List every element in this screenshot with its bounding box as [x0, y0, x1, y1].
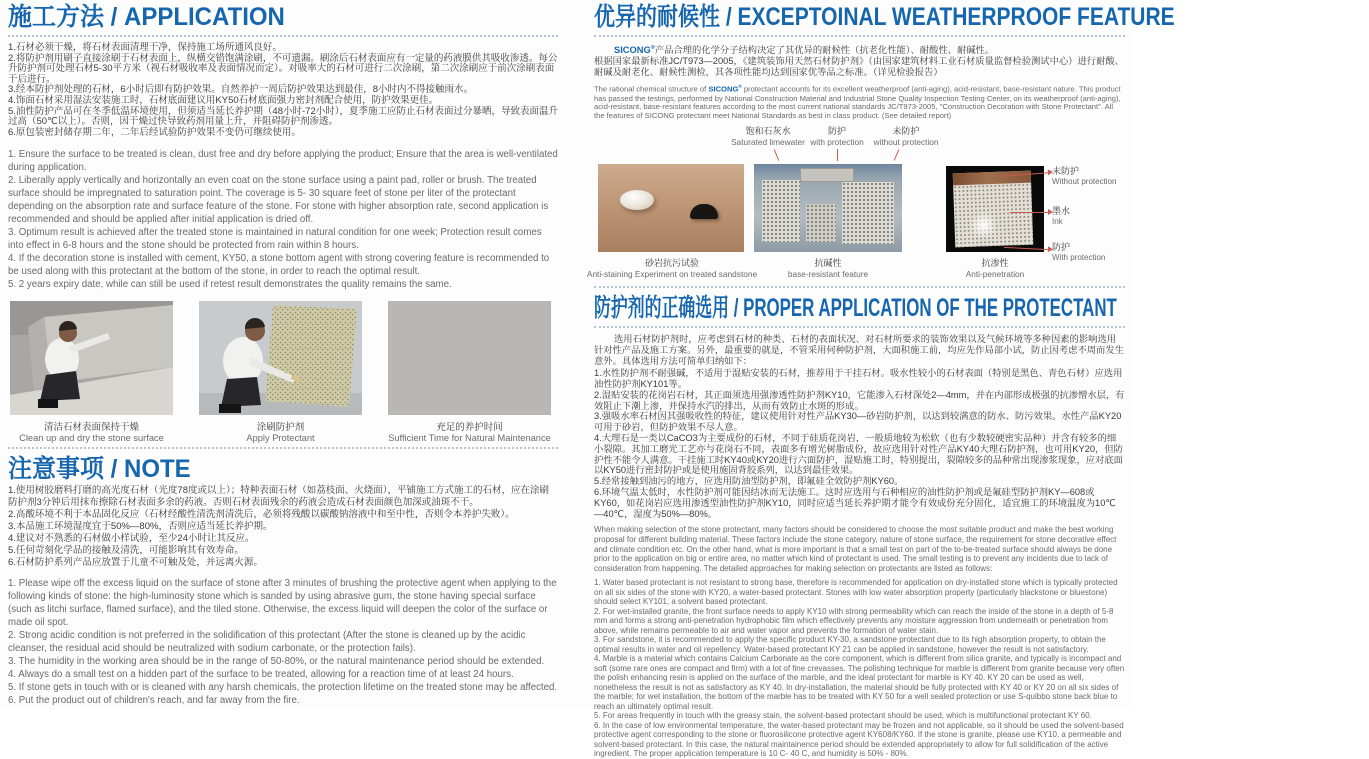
dotted-divider	[8, 35, 558, 37]
stained-band	[953, 171, 1031, 186]
caption-zh: 清洁石材表面保持干燥	[43, 422, 139, 434]
figure-label-without-protection: 未防护 Without protection	[1052, 166, 1117, 187]
list-item: 3. For sandstone, it is recommended to apply the specific product KY-30, a sandstone protectant due to its high absorption property, to obtain the optimal results in water and oil repellency. Water-based protectant KY 21 can be applied in sandstone, however the result is not satisfactory.	[594, 635, 1106, 654]
list-item: 3.强吸水率石材因其强吸收性的特征，建议使用针对性产品KY30—砂岩防护剂，以达到较满意的防水、防污效果。水性产品KY20可用于砂岩，但防护效果不尽人意。	[594, 411, 1122, 433]
caption-en: Sufficient Time for Natural Maintenance	[388, 433, 551, 444]
weatherproof-section-title: 优异的耐候性 / EXCEPTOINAL WEATHERPROOF FEATURE	[594, 3, 1175, 31]
stone-sample	[800, 168, 854, 182]
figure-label-ink: 墨水 Ink	[1052, 206, 1071, 227]
photo-apply-protectant-image	[199, 301, 362, 415]
dotted-divider	[8, 447, 558, 449]
note-list-en	[8, 577, 558, 707]
figure-caption: 抗碱性 base-resistant feature	[787, 258, 869, 280]
list-item: 5. For areas frequently in touch with the greasy stain, the solvent-based protectant should be used, which is multifunctional protectant KY 60.	[594, 711, 1092, 721]
list-item: 1. Ensure the surface to be treated is clean, dust free and dry before applying the product; Ensure that the area is well-ventilated during application.	[8, 149, 558, 174]
photo-curing-time	[388, 301, 551, 443]
photo-clean-stone-image	[10, 301, 173, 415]
application-list-en	[8, 148, 558, 291]
proper-intro-en: When making selection of the stone protectant, many factors should be considered to choose the most suitable product and make the best working proposal for different building material. These factors include the stone category, nature of stone surface, the requirement for stone decorative effect and climate condition etc. On the other hand, what is more important is that a small test on part of the to-be-treated surface should always be done prior to the application on big or entire area, no matter which kind of protectant is used. The small testing is to prevent any incidents due to lack of consideration from happening. The detailed approaches for making selection on protectants are listed as follows:	[594, 525, 1117, 573]
list-item: 2. For wet-installed granite, the front surface needs to apply KY10 with strong permeability which can reach the inside of the stone in a depth of 5-8 mm and forms a strong anti-penetration hydrophobic film which effectively prevents any moisture aggression from underneath or penetration from above, while remains permeable to air and water vapor and prevents the formation of water stain.	[594, 606, 1114, 635]
list-item: 5.任何苛刻化学品的接触及清洗，可能影响其有效寿命。	[8, 544, 244, 556]
registered-mark: ®	[650, 45, 655, 51]
paragraph-line: 根据国家最新标准JC/T973—2005，《建筑装饰用天然石材防护剂》（由国家建筑材料工业石材质量监督检验测试中心）进行耐酸、耐碱及耐老化、耐候性测检，其各项性能均达到国家优等品之标准。（详见检验报告）	[594, 56, 1124, 78]
list-item: 3. Optimum result is achieved after the treated stone is maintained in natural condition for one week; Protection result comes into effect in 6-8 hours and the stone should be protected from rain within 8 hours.	[8, 227, 542, 252]
list-item: 1.水性防护剂不耐强碱，不适用于湿贴安装的石材，推荐用于干挂石材。吸水性较小的石材表面（特别是黑色、青色石材）应选用油性防护剂KY101等。	[594, 368, 1123, 390]
photo-apply-protectant	[199, 301, 362, 443]
list-item: 4. Marble is a material which contains Calcium Carbonate as the core component, which is different from silica granite, and typically is incompact and soft (some rare ones are compact and firm) with a lot of fine crevasses. The polishing technique for marble is different from granite because very often the polish enhancing resin is applied on the surface of the marble, and the ideal protectant for marble is KY 40. KY 20 can be used as well, nonetheless the result is not as satisfactory as KY 40. In dry-installation, the material should be fully protected with KY 40 or KY 20 on all six sides of the marble; for wet installation, the bottom of the marble has to be treated with KY 50 for a well sealed protection or use S-quibbo stone back blue to reach an ultimately optimal result.	[594, 654, 1125, 711]
ink-droplet	[690, 204, 718, 219]
caption-zh: 涂刷防护剂	[256, 422, 305, 434]
list-item: 6.环境气温太低时，水性防护剂可能因结冰而无法施工。这时应选用与石种相应的油性防护剂或是氟硅型防护剂KY—608或KY60，如花岗岩应选用渗透型油性防护剂KY10，同时应适当延长养护期才能令有效成份充分固化，适宜施工的环境温度为10℃—40℃，湿度为50%—80%。	[594, 487, 1116, 519]
paragraph-line: SICONG®产品合理的化学分子结构决定了其优异的耐候性（抗老化性能）、耐酸性、耐碱性。	[614, 45, 995, 56]
list-item: 5.油性防护产品可在冬季低温环境使用，但须适当延长养护期（48小时-72小时），夏季施工应防止石材表面过分暴晒，导致表面温升过高（50℃以上）。否则，因干燥过快导致药剂用量上升，并阻碍防护剂渗透。	[8, 105, 558, 128]
stone-sample	[762, 180, 800, 242]
list-item: 4. If the decoration stone is installed with cement, KY50, a stone bottom agent with strong covering feature is recommended to be used along with this protectant at the bottom of the stone, in order to reach the optimal result.	[8, 253, 550, 278]
callout-line	[894, 150, 900, 161]
figure-label-without-protection: 未防护 without protection	[873, 126, 939, 148]
list-item: 4.饰面石材采用湿法安装施工时，石材底面建议用KY50石材底面强力密封剂配合使用，防护效果更佳。	[8, 94, 439, 106]
list-item: 4.建议对不熟悉的石材做小样试验，至少24小时让其反应。	[8, 532, 255, 544]
application-list-zh	[8, 43, 558, 138]
weatherproof-figures	[586, 124, 1125, 282]
list-item: 6.原包装密封储存期二年，二年后经试验防护效果不变仍可继续使用。	[8, 126, 301, 138]
figure-label-limewater: 饱和石灰水 Saturated limewater	[731, 126, 805, 148]
caption-en: Clean up and dry the stone surface	[19, 433, 164, 444]
callout-line	[837, 149, 838, 161]
worker-cleaning-illustration	[10, 301, 173, 415]
brand-logo-text: SICONG	[708, 84, 739, 94]
dotted-divider	[594, 326, 1125, 328]
list-item: 2.高酸环境不利于本品固化反应（石材经酸性清洗剂清洗后，必须将残酸以碳酸钠溶液中和至中性，否则令本养护失败）。	[8, 509, 515, 521]
list-item: 3.本品施工环境湿度宜于50%—80%，否则应适当延长养护期。	[8, 521, 273, 533]
callout-line	[774, 149, 779, 161]
proper-application-section-title: 防护剂的正确选用 / PROPER APPLICATION OF THE PROTECTANT	[594, 294, 1117, 323]
list-item: 6. In the case of low environmental temperature, the water-based protectant may be frozen and not applicable, so it should be used the solvent-based protective agent corresponding to the stone or fluorosilicone protective agent KY608/KY60. If the stone is granite, please use KY10, a permeable and solvent-based protectant. In this case, the natural maintainence period should be extended appropriately to allow for full solidification of the active ingredient. The proper application temperature is 10 C- 40 C, and humidity is 50% - 80%.	[594, 720, 1124, 759]
proper-list-en	[594, 578, 1125, 759]
glare-spot	[968, 212, 999, 239]
right-column	[568, 0, 1175, 759]
list-item: 2. Liberally apply vertically and horizontally an even coat on the stone surface using a paint pad, roller or brush. The treated surface should be impregnated to saturation point. The coverage is 5- 30 square feet of stone per liter of the protectant depending on the absorption rate and surface feature of the stone. For stone with higher absorption rate, second application is recommended and should be applied after initial application is dried off.	[8, 175, 549, 226]
figure-caption: 抗渗性 Anti-penetration	[965, 258, 1025, 280]
list-item: 4. Always do a small test on a hidden part of the surface to be treated, allowing for a reaction time of at least 24 hours.	[8, 668, 514, 680]
photo-curing-time-image	[388, 301, 551, 415]
figure-anti-staining-image	[598, 164, 744, 252]
caption-zh: 充足的养护时间	[436, 422, 503, 434]
worker-applying-illustration	[199, 301, 362, 415]
photo-caption	[10, 419, 173, 443]
list-item: 2.湿贴安装的花岗岩石材，其正面须选用强渗透性防护剂KY10，它能渗入石材深处2—4mm，并在内部形成极强的抗渗憎水层，有效阻止下潮上渗，并保持水汽的排出，从而有效防止水斑的形成。	[594, 389, 1125, 411]
caption-en: Apply Protectant	[246, 433, 315, 444]
stone-sample	[806, 204, 836, 242]
list-item: 3. The humidity in the working area should be in the range of 50-80%, or the natural maintenance period should be extended.	[8, 655, 545, 667]
stone-slab	[953, 171, 1034, 248]
list-item: 5.经常接触到油污的地方，应选用防油型防护剂，即氟硅全效防护剂KY60。	[594, 476, 904, 487]
photo-caption	[388, 419, 551, 443]
photo-clean-stone	[10, 301, 173, 443]
list-item: 6. Put the product out of children's reach, and far away from the fire.	[8, 694, 300, 706]
figure-label-with-protection: 防护 with protection	[810, 126, 864, 148]
brand-logo-text: SICONG	[614, 45, 651, 56]
figure-base-resistant-image	[754, 164, 902, 252]
list-item: 1. Please wipe off the excess liquid on the surface of stone after 3 minutes of brushing the protective agent when applying to the following kinds of stone: the high-luminosity stone which is sanded by using abrasive gum, the stone having special surface (such as litchi surface, flamed surface), and the tiled stone. Otherwise, the excess liquid will deepen the color of the surface or made oil spot.	[8, 577, 557, 628]
stone-sample	[842, 182, 894, 244]
note-list-zh	[8, 485, 558, 568]
water-droplet	[620, 190, 654, 210]
list-item: 5. If stone gets in touch with or is cleaned with any harsh chemicals, the protection lifetime on the treated stone may be affected.	[8, 681, 558, 693]
application-photo-row	[10, 301, 556, 443]
proper-list-zh	[594, 368, 1125, 519]
list-item: 4.大理石是一类以CaCO3为主要成份的石材，不同于硅质花岗岩，一般质地较为松软（也有少数较硬密实品种）并含有较多的细小裂隙。其加工磨光工艺亦与花岗石不同，表面多有增光树脂成份，故应选用针对性产品KY40大理石防护剂，也可用KY20，但防护性不能令人满意。干挂施工时KY40或KY20进行六面防护，湿贴施工时，特别提出，裂隙较多的品种常出现渗浆现象，应对底面以KY50进行密封防护或是使用施固背胶系列，以达到最佳效果。	[594, 433, 1123, 476]
list-item: 1.使用树胶磨料打磨的高光度石材（光度78度或以上）；特种表面石材（如荔枝面、火烧面），平铺施工方式施工的石材，应在涂刷防护剂3分钟后用抹布擦除石材表面多余的药液。否则石材表面残余的药液会造成石材表面颜色加深或油斑不干。	[8, 485, 549, 509]
registered-mark: ®	[738, 84, 742, 90]
list-item: 1. Water based protectant is not resistant to strong base, therefore is recommended for application on dry-installed stone which is typically protected on all six sides of the stone with KY20, a water-based protectant. Stones with low water absorption property (particularly blackstone or bluestone) should select KY101, a solvent based protectant.	[594, 578, 1118, 607]
weatherproof-paragraph-en: The rational chemical structure of SICONG® protectant accounts for its excellent weatherproof (anti-aging), acid-resistant, base-resistant nature. This product has passed the testings, performed by National Construction Material and Industrial Stone Quality Inspection Testing Center, on its weatherproof (anti-aging), acid-resistant, base-resistant features according to the most current national standards JC/T973-2005, "Construction Decoration with Stone Protectant". All the features of SICONG protectant meet National Standards as best in class product. (See detailed report)	[594, 84, 1121, 121]
list-item: 3.经本防护剂处理的石材，6小时后即有防护效果。自然养护一周后防护效果达到最佳，8小时内不得接触雨水。	[8, 84, 473, 96]
list-item: 6.石材防护系列产品应放置于儿童不可触及处，并远离火源。	[8, 556, 263, 568]
list-item: 1.石材必须干燥，将石材表面清理干净，保持施工场所通风良好。	[8, 42, 282, 53]
dotted-divider	[594, 286, 1125, 288]
left-column	[0, 0, 568, 709]
weatherproof-paragraph-zh	[594, 43, 1125, 78]
figure-label-with-protection: 防护 With protection	[1052, 242, 1106, 263]
figure-caption: 砂岩抗污试验 Anti-staining Experiment on treated sandstone	[586, 258, 758, 280]
application-section-title: 施工方法 / APPLICATION	[8, 3, 285, 31]
list-item: 2.将防护剂用刷子直接涂刷于石材表面上，纵横交错饱满涂刷，不可遗漏。刷涂后石材表面应有一定量的药液膜供其吸收渗透。每公升防护剂可处理石材5-30平方米（视石材吸收率及表面情况而定）。对吸率大的石材可进行二次涂刷，第二次涂刷应于前次涂刷表面干后进行。	[8, 52, 558, 85]
dotted-divider	[594, 35, 1125, 37]
list-item: 5. 2 years expiry date, while can still be used if retest result demonstrates the quality remains the same.	[8, 279, 452, 291]
figure-anti-penetration-image	[946, 166, 1044, 252]
list-item: 2. Strong acidic condition is not preferred in the solidification of this protectant (After the stone is cleaned up by the acidic cleanser, the residual acid should be neutralized with sodium carbonate, or the protection fails).	[8, 629, 526, 654]
photo-caption	[199, 419, 362, 443]
note-section-title: 注意事项 / NOTE	[8, 455, 191, 484]
callout-arrow	[1010, 212, 1048, 213]
proper-intro-zh: 选用石材防护剂时，应考虑到石材的种类、石材的表面状况、对石材所要求的装饰效果以及气候环境等多种因素的影响选用针对性产品及施工方案。另外，最重要的就是，不管采用何种防护剂，大面积施工前，均应先作局部小试，防止因考虑不周而发生意外。具体选用方法可简单归纳如下：	[594, 334, 1124, 367]
